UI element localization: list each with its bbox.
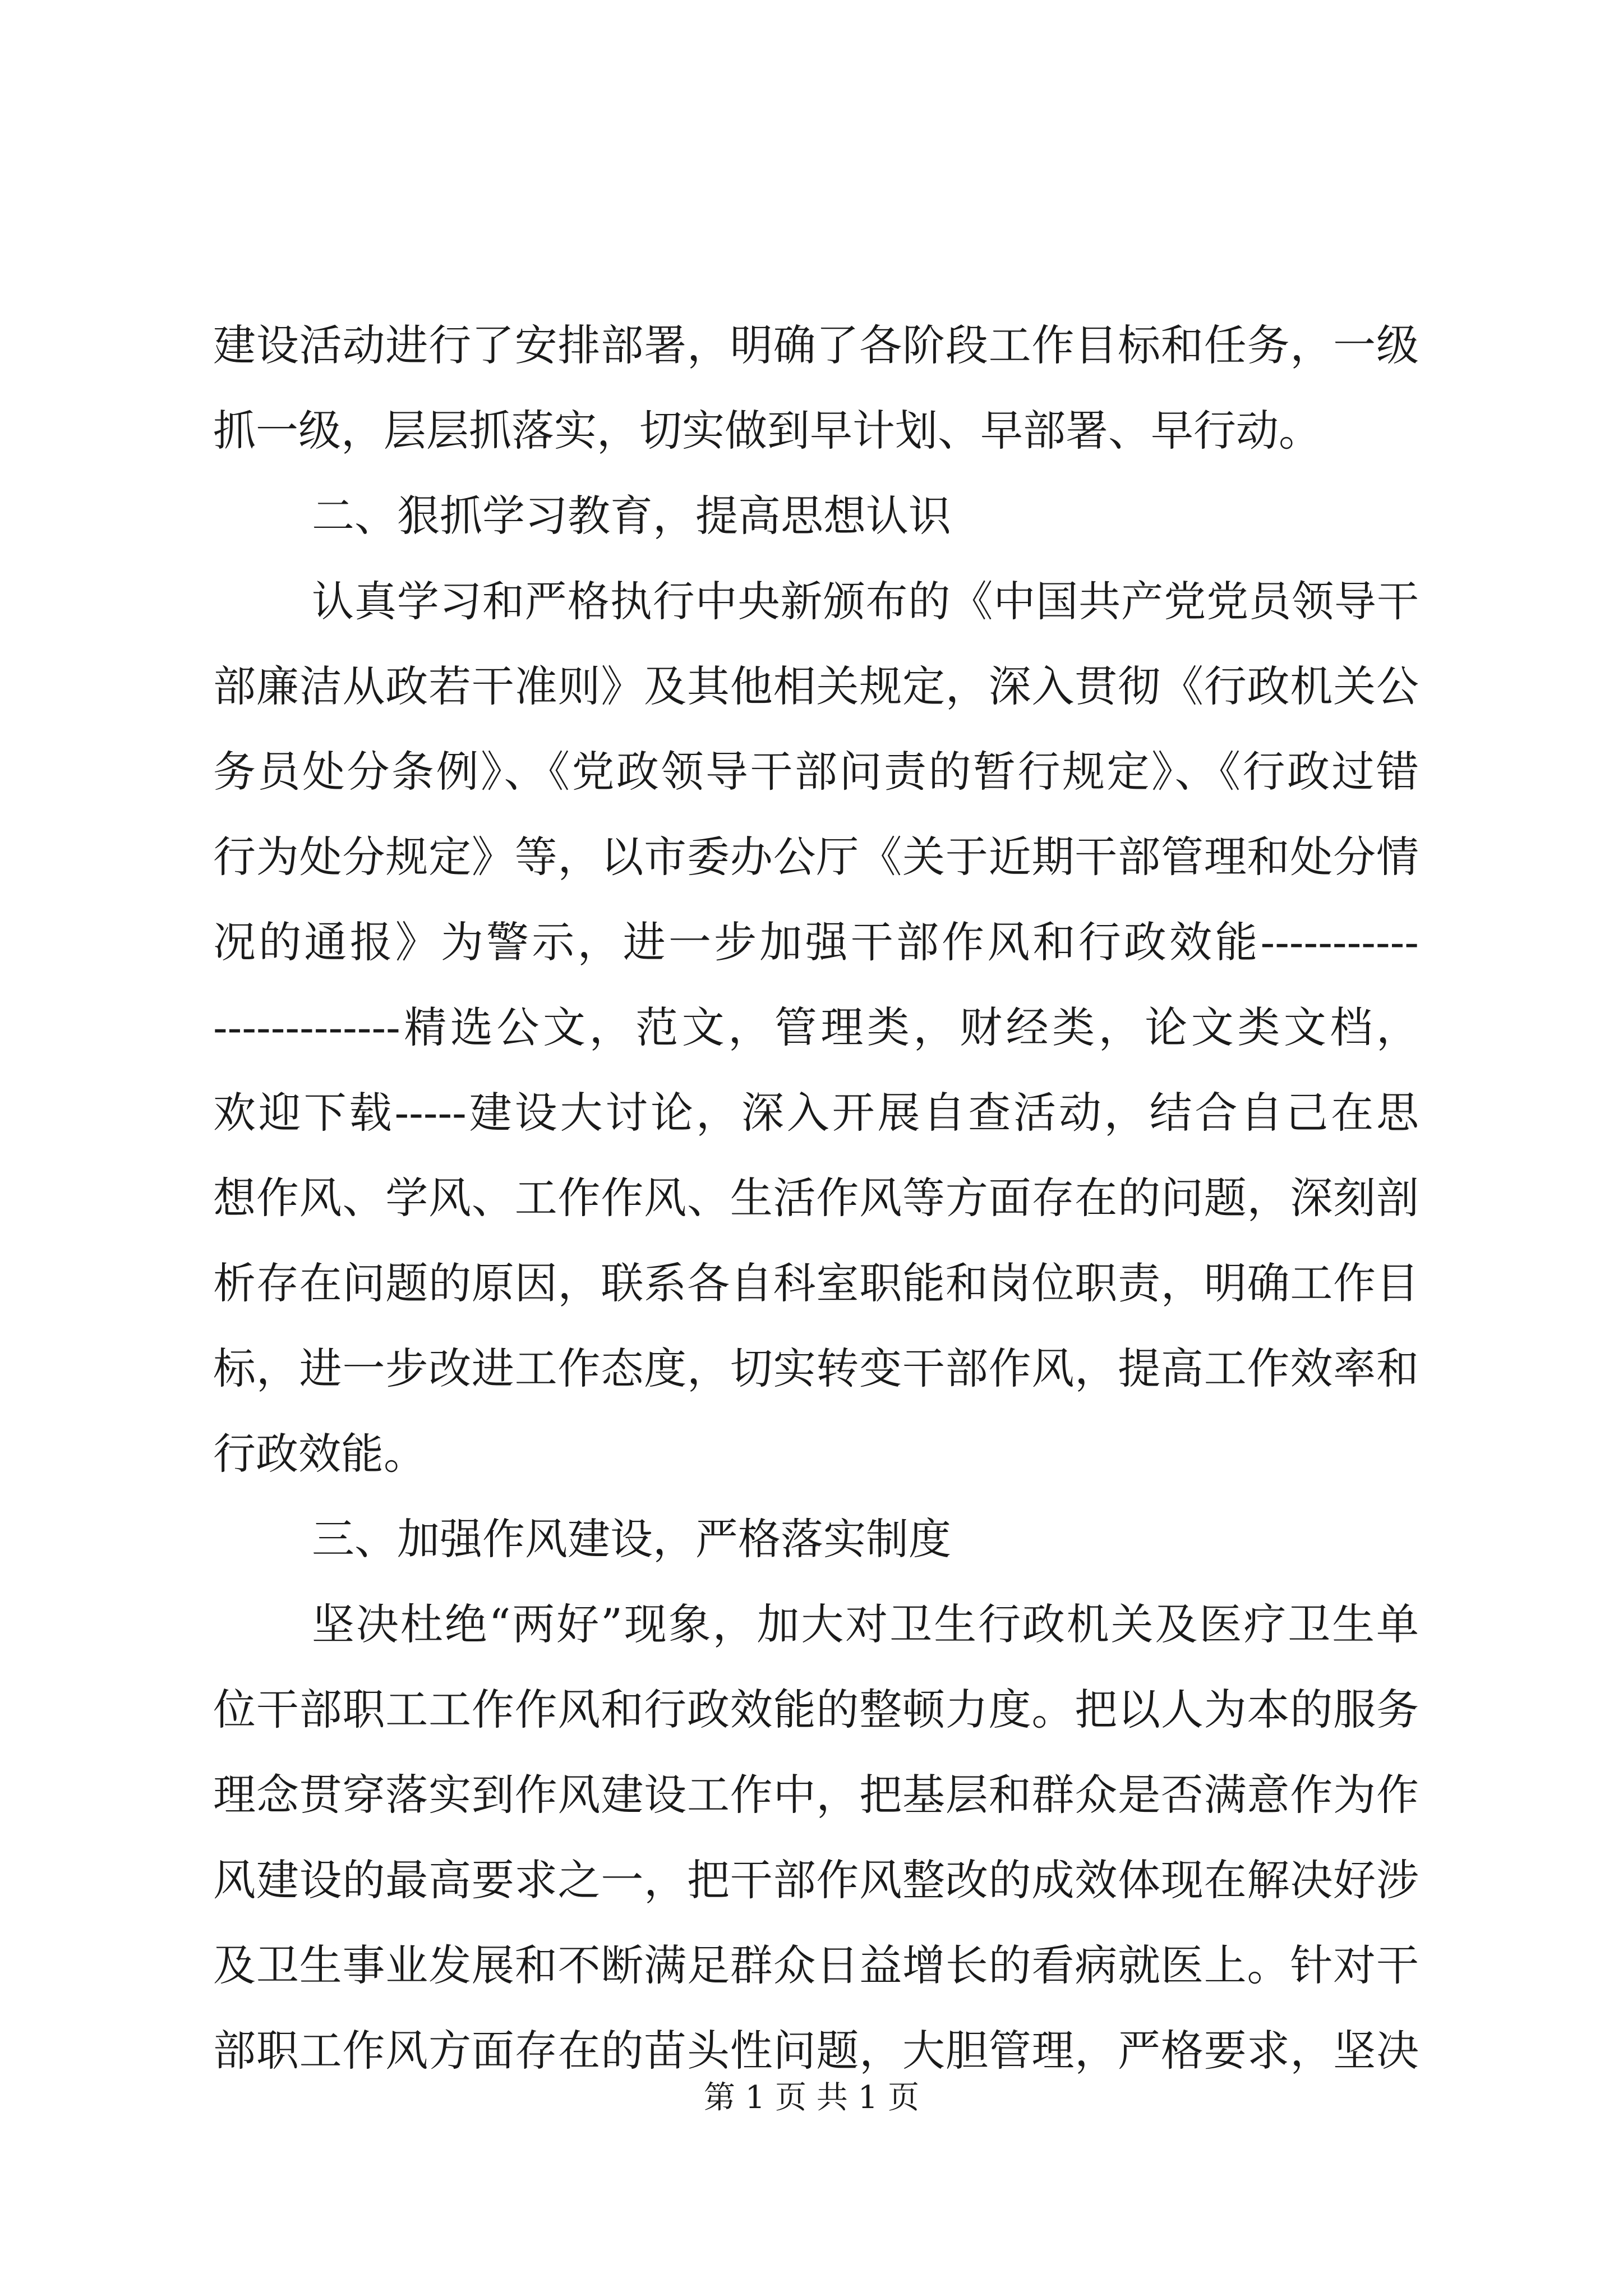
section-heading: 二、狠抓学习教育，提高思想认识 [312,491,951,541]
body-line: 部廉洁从政若干准则》及其他相关规定，深入贯彻《行政机关公 [213,661,1419,711]
page-number-footer: 第 1 页 共 1 页 [703,2079,920,2116]
body-line: 务员处分条例》、《党政领导干部问责的暂行规定》、《行政过错 [213,747,1419,797]
body-line: 标，进一步改进工作态度，切实转变干部作风，提高工作效率和 [213,1343,1419,1393]
body-line: 行为处分规定》等，以市委办公厅《关于近期干部管理和处分情 [213,832,1419,882]
body-line: 想作风、学风、工作作风、生活作风等方面存在的问题，深刻剖 [213,1173,1419,1223]
body-line: 认真学习和严格执行中央新颁布的《中国共产党党员领导干 [312,577,1419,626]
body-line: 欢迎下载-----建设大讨论，深入开展自查活动，结合自己在思 [213,1088,1419,1138]
section-heading: 三、加强作风建设，严格落实制度 [312,1514,951,1564]
body-line: 风建设的最高要求之一，把干部作风整改的成效体现在解决好涉 [213,1855,1419,1905]
body-line: 行政效能。 [213,1429,426,1479]
body-line: 建设活动进行了安排部署，明确了各阶段工作目标和任务，一级 [213,320,1419,370]
body-line: 部职工作风方面存在的苗头性问题，大胆管理，严格要求，坚决 [213,2026,1419,2076]
body-line: 坚决杜绝“两好”现象，加大对卫生行政机关及医疗卫生单 [312,1599,1419,1649]
document-body [213,303,1419,2093]
body-line: -------------精选公文，范文，管理类，财经类，论文类文档， [213,1002,1419,1052]
body-line: 况的通报》为警示，进一步加强干部作风和行政效能----------- [213,917,1419,967]
body-line: 理念贯穿落实到作风建设工作中，把基层和群众是否满意作为作 [213,1770,1419,1820]
body-line: 及卫生事业发展和不断满足群众日益增长的看病就医上。针对干 [213,1940,1419,1990]
body-line: 抓一级，层层抓落实，切实做到早计划、早部署、早行动。 [213,406,1321,455]
body-line: 析存在问题的原因，联系各自科室职能和岗位职责，明确工作目 [213,1258,1419,1308]
body-line: 位干部职工工作作风和行政效能的整顿力度。把以人为本的服务 [213,1685,1419,1734]
